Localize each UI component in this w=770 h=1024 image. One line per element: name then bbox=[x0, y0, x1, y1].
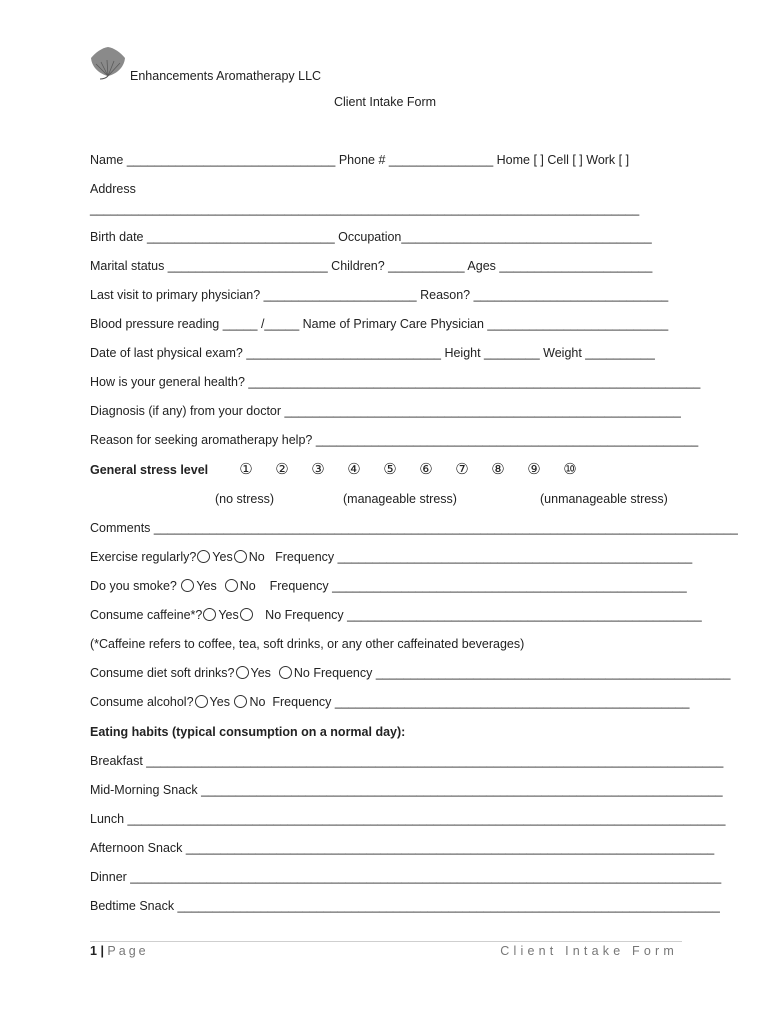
diet-soda-yes-radio[interactable] bbox=[236, 666, 249, 679]
stress-scale bbox=[228, 460, 608, 478]
bedtime-snack-line[interactable]: Bedtime Snack ______________________________________________________________________________ bbox=[90, 899, 720, 913]
stress-option-6[interactable]: ⑥ bbox=[419, 461, 433, 478]
stress-mid-caption: (manageable stress) bbox=[343, 492, 457, 506]
caffeine-no-radio[interactable] bbox=[240, 608, 253, 621]
caffeine-line bbox=[90, 608, 702, 622]
ginkgo-leaf-logo-icon bbox=[90, 46, 126, 80]
diet-soda-line bbox=[90, 666, 731, 680]
smoke-frequency-field[interactable]: Frequency ___________________________________________________ bbox=[269, 579, 687, 593]
smoke-question: Do you smoke? bbox=[90, 579, 177, 593]
birth-occupation-line[interactable]: Birth date ___________________________ Occupation____________________________________ bbox=[90, 230, 652, 244]
diet-soda-no-radio[interactable] bbox=[279, 666, 292, 679]
afternoon-snack-line[interactable]: Afternoon Snack ____________________________________________________________________________ bbox=[90, 841, 715, 855]
physical-exam-line[interactable]: Date of last physical exam? ____________________________ Height ________ Weight __________ bbox=[90, 346, 655, 360]
caffeine-yes-radio[interactable] bbox=[203, 608, 216, 621]
exercise-frequency-field[interactable]: Frequency ___________________________________________________ bbox=[275, 550, 693, 564]
blood-pressure-line[interactable]: Blood pressure reading _____ /_____ Name of Primary Care Physician __________________________ bbox=[90, 317, 669, 331]
lunch-line[interactable]: Lunch ______________________________________________________________________________________ bbox=[90, 812, 726, 826]
alcohol-line bbox=[90, 695, 690, 709]
diet-soda-yes-label: Yes bbox=[250, 666, 271, 680]
diet-soda-no-frequency-field[interactable]: No Frequency ___________________________________________________ bbox=[293, 666, 731, 680]
stress-low-caption: (no stress) bbox=[215, 492, 275, 506]
alcohol-frequency-field[interactable]: Frequency ___________________________________________________ bbox=[272, 695, 690, 709]
address-label: Address bbox=[90, 182, 136, 196]
alcohol-yes-radio[interactable] bbox=[195, 695, 208, 708]
alcohol-no-radio[interactable] bbox=[234, 695, 247, 708]
breakfast-line[interactable]: Breakfast ___________________________________________________________________________________ bbox=[90, 754, 724, 768]
stress-option-3[interactable]: ③ bbox=[311, 461, 325, 478]
exercise-yes-radio[interactable] bbox=[197, 550, 210, 563]
alcohol-no-label: No bbox=[249, 695, 266, 709]
diagnosis-line[interactable]: Diagnosis (if any) from your doctor _________________________________________________________ bbox=[90, 404, 681, 418]
footer-title: Client Intake Form bbox=[500, 944, 678, 958]
smoke-yes-radio[interactable] bbox=[181, 579, 194, 592]
diet-soda-question: Consume diet soft drinks? bbox=[90, 666, 235, 680]
stress-high-caption: (unmanageable stress) bbox=[540, 492, 668, 506]
form-title: Client Intake Form bbox=[333, 95, 437, 109]
stress-option-1[interactable]: ① bbox=[239, 461, 253, 478]
alcohol-yes-label: Yes bbox=[209, 695, 230, 709]
caffeine-no-frequency-field[interactable]: No Frequency ___________________________________________________ bbox=[265, 608, 702, 622]
exercise-no-label: No bbox=[248, 550, 265, 564]
stress-option-4[interactable]: ④ bbox=[347, 461, 361, 478]
company-name: Enhancements Aromatherapy LLC bbox=[130, 69, 322, 83]
smoke-line bbox=[90, 579, 687, 593]
page-word: Page bbox=[107, 944, 149, 958]
mid-morning-snack-line[interactable]: Mid-Morning Snack ___________________________________________________________________________ bbox=[90, 783, 723, 797]
exercise-yes-label: Yes bbox=[212, 550, 233, 564]
smoke-no-radio[interactable] bbox=[225, 579, 238, 592]
exercise-line bbox=[90, 550, 693, 564]
last-visit-line[interactable]: Last visit to primary physician? ______________________ Reason? ____________________________ bbox=[90, 288, 669, 302]
comments-line[interactable]: Comments ____________________________________________________________________________________ bbox=[90, 521, 738, 535]
name-phone-line[interactable]: Name ______________________________ Phone # _______________ Home [ ] Cell [ ] Work [ ] bbox=[90, 153, 630, 167]
general-health-line[interactable]: How is your general health? _________________________________________________________________ bbox=[90, 375, 701, 389]
stress-option-7[interactable]: ⑦ bbox=[455, 461, 469, 478]
footer-divider bbox=[90, 941, 682, 942]
caffeine-question: Consume caffeine*? bbox=[90, 608, 203, 622]
aromatherapy-reason-line[interactable]: Reason for seeking aromatherapy help? _______________________________________________________ bbox=[90, 433, 699, 447]
page-number: 1 bbox=[90, 944, 97, 958]
exercise-question: Exercise regularly? bbox=[90, 550, 197, 564]
marital-children-line[interactable]: Marital status _______________________ Children? ___________ Ages ______________________ bbox=[90, 259, 653, 273]
stress-level-label: General stress level bbox=[90, 463, 209, 477]
page-separator: | bbox=[100, 944, 104, 958]
smoke-no-label: No bbox=[239, 579, 256, 593]
caffeine-note: (*Caffeine refers to coffee, tea, soft drinks, or any other caffeinated beverages) bbox=[90, 637, 525, 651]
stress-option-2[interactable]: ② bbox=[275, 461, 289, 478]
eating-habits-heading: Eating habits (typical consumption on a normal day): bbox=[90, 725, 406, 739]
stress-option-10[interactable]: ⑩ bbox=[563, 461, 577, 478]
alcohol-question: Consume alcohol? bbox=[90, 695, 194, 709]
exercise-no-radio[interactable] bbox=[234, 550, 247, 563]
address-field[interactable]: _______________________________________________________________________________ bbox=[90, 202, 640, 216]
dinner-line[interactable]: Dinner _____________________________________________________________________________________ bbox=[90, 870, 722, 884]
smoke-yes-label: Yes bbox=[196, 579, 217, 593]
footer-page-indicator bbox=[90, 944, 149, 958]
stress-option-9[interactable]: ⑨ bbox=[527, 461, 541, 478]
caffeine-yes-label: Yes bbox=[218, 608, 239, 622]
stress-option-5[interactable]: ⑤ bbox=[383, 461, 397, 478]
stress-option-8[interactable]: ⑧ bbox=[491, 461, 505, 478]
